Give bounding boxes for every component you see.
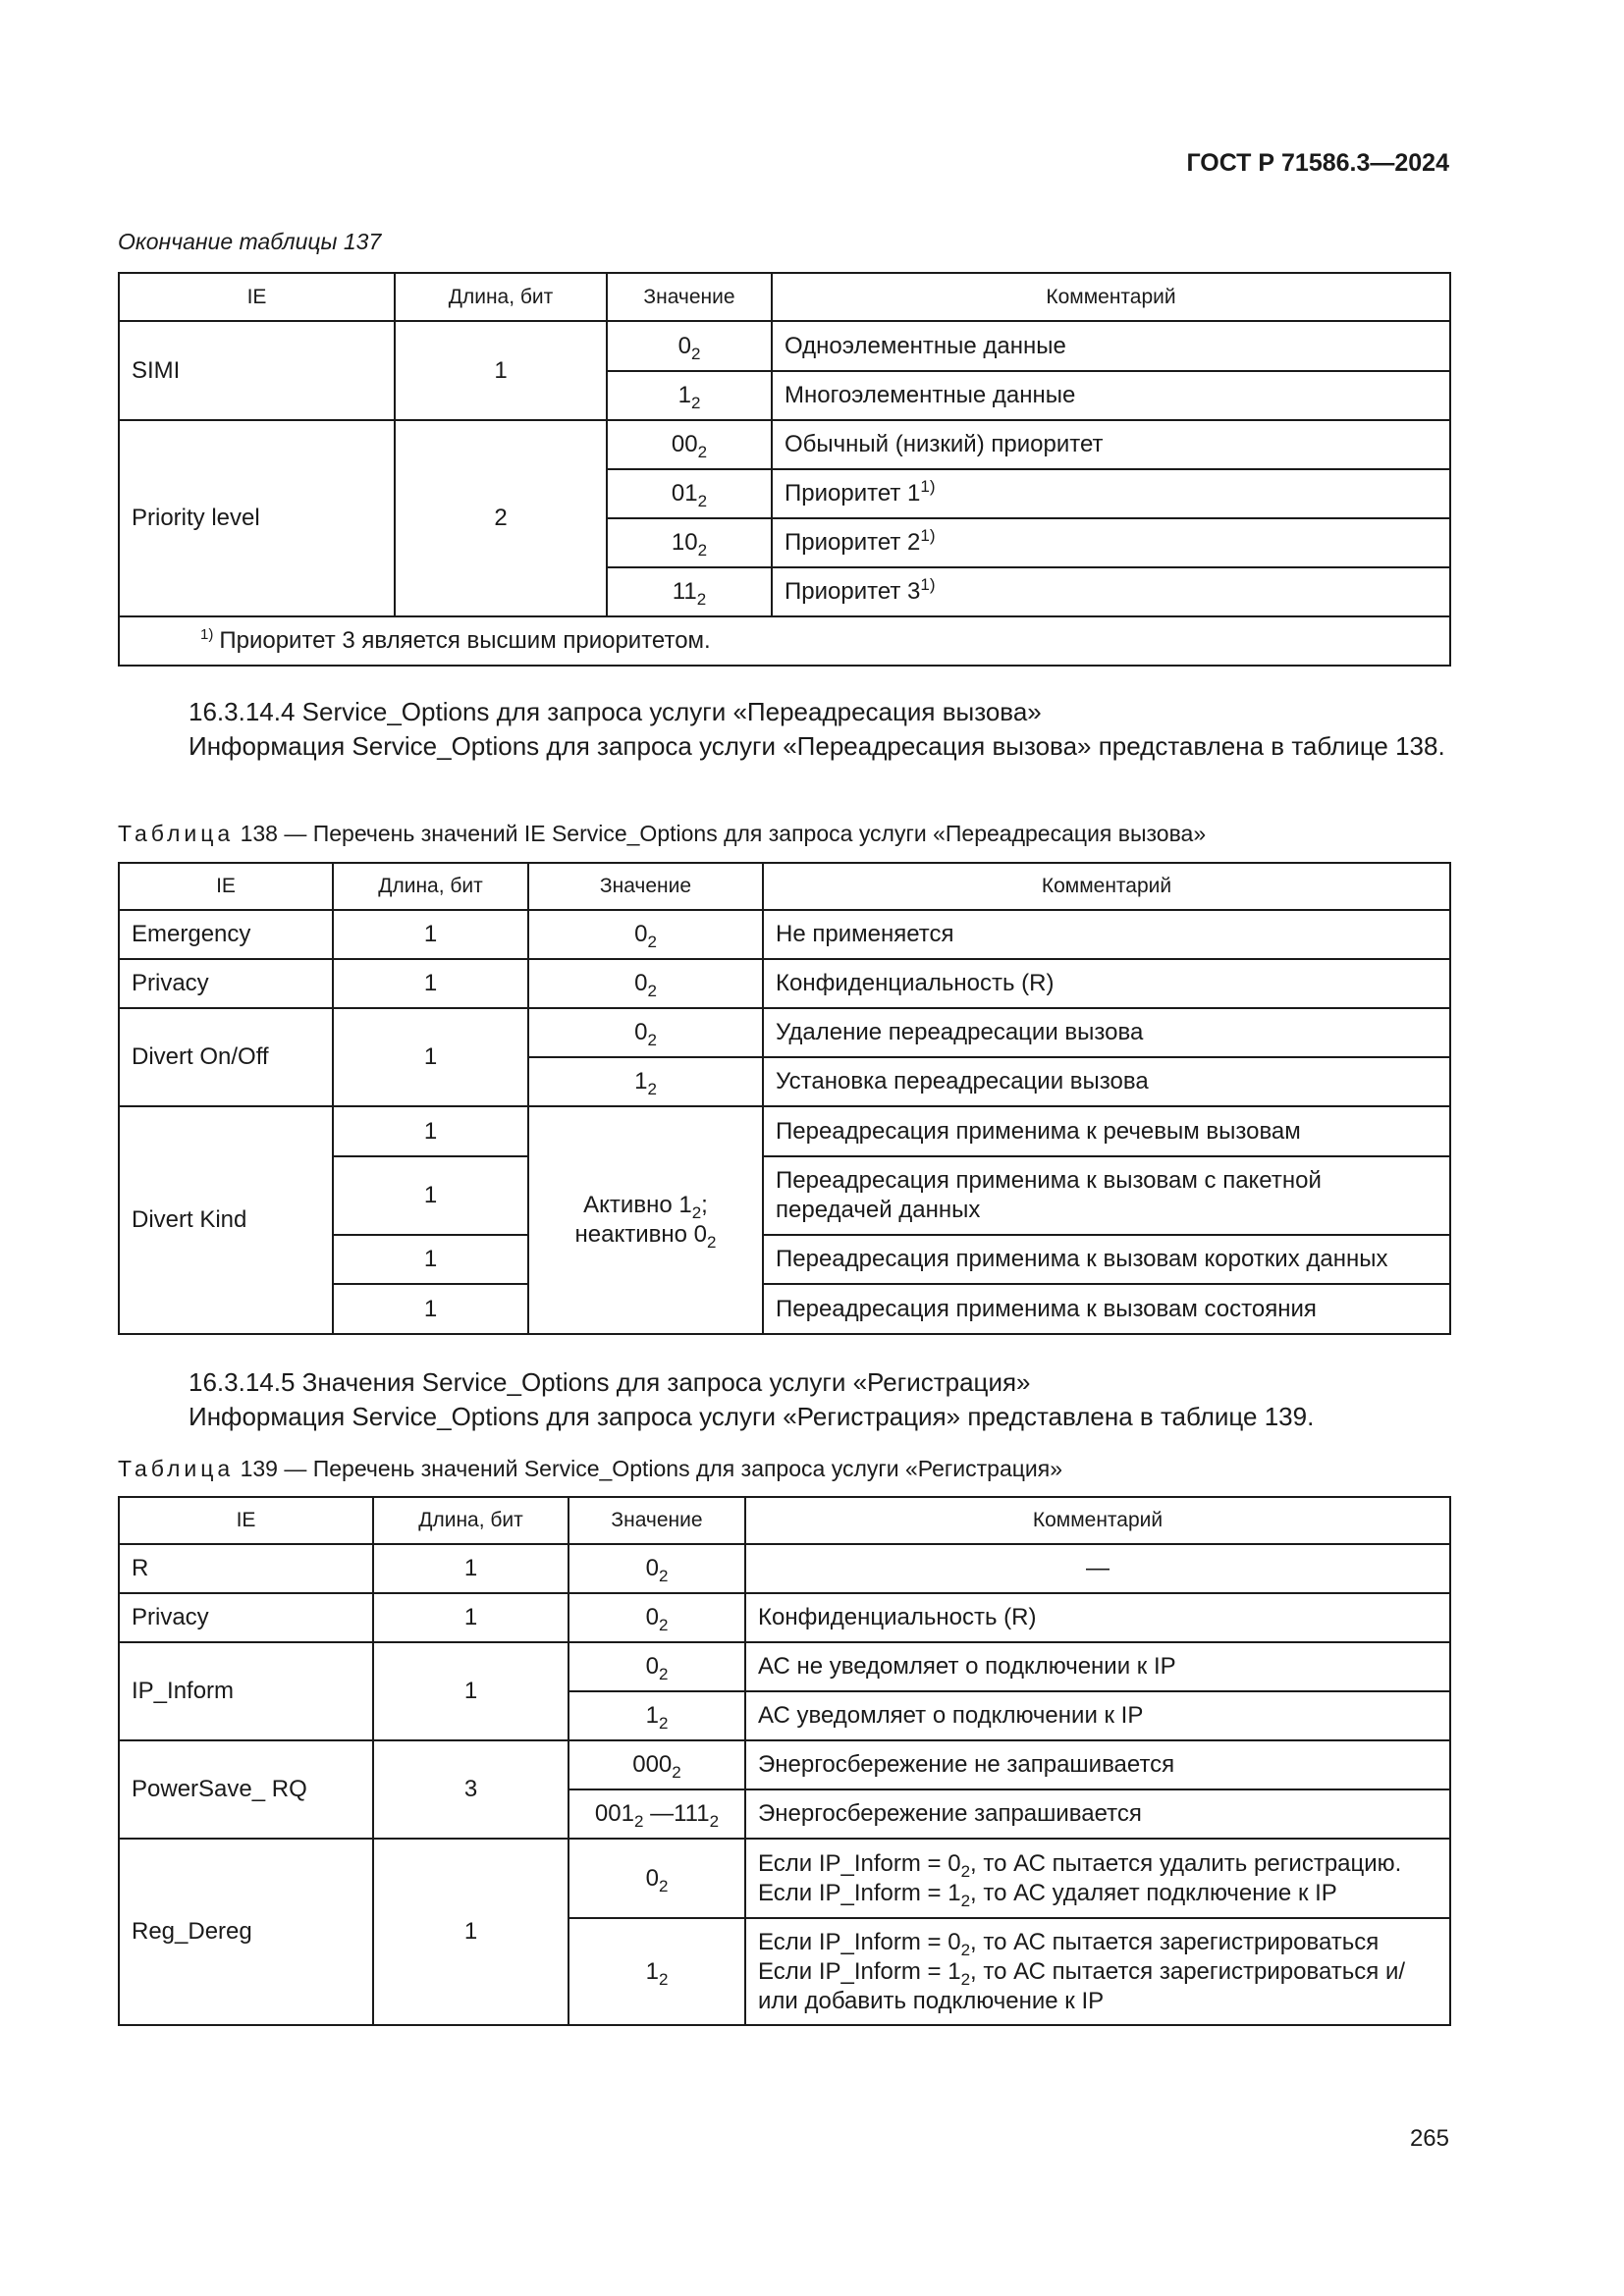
comment-cell: Обычный (низкий) приоритет [772,420,1450,469]
length-cell: 1 [395,321,607,420]
value-cell: $0_2$ [568,1839,745,1918]
table-row [119,1740,1450,1789]
table-footnote: $^{1)}$ Приоритет 3 является высшим приоритетом. [119,616,1450,666]
value-cell: $0_2$ [528,910,763,959]
footnote-ref: 1) [920,575,936,594]
col-header-length: Длина, бит [333,863,528,910]
comment-cell: АС не уведомляет о подключении к IP [745,1642,1450,1691]
length-cell: 3 [373,1740,568,1839]
value-cell: $0_2$ [528,959,763,1008]
ie-cell: Privacy [119,959,333,1008]
table-139-caption: Таблица 139 — Перечень значений Service_Options для запроса услуги «Регистрация» [118,1456,1063,1481]
ie-cell: SIMI [119,321,395,420]
col-header-comment: Комментарий [772,273,1450,321]
section-body: Информация Service_Options для запроса услуги «Регистрация» представлена в таблице 139. [189,1402,1315,1431]
length-cell: 1 [373,1593,568,1642]
ie-cell: Divert On/Off [119,1008,333,1106]
col-header-value: Значение [607,273,772,321]
table-137 [118,272,1451,667]
page-number: 265 [1409,2125,1449,2152]
value-cell: $00_2$ [607,420,772,469]
value-cell: $1_2$ [568,1918,745,2025]
length-cell: 1 [333,959,528,1008]
col-header-ie: IE [119,1497,373,1544]
ie-cell: R [119,1544,373,1593]
table-row [119,1593,1450,1642]
comment-cell: Энергосбережение не запрашивается [745,1740,1450,1789]
table-137-continuation-caption: Окончание таблицы 137 [118,229,382,254]
length-cell: 1 [373,1839,568,2025]
length-cell: 1 [333,1008,528,1106]
ie-cell: Emergency [119,910,333,959]
comment-cell: — [745,1544,1450,1593]
comment-cell: Приоритет 1$^{1)}$ [772,469,1450,518]
comment-cell: Удаление переадресации вызова [763,1008,1450,1057]
footnote-ref: 1) [920,526,936,545]
table-row [119,910,1450,959]
table-row [119,1642,1450,1691]
length-cell: 1 [333,910,528,959]
ie-cell: Privacy [119,1593,373,1642]
value-cell: $11_2$ [607,567,772,616]
col-header-ie: IE [119,863,333,910]
document-id: ГОСТ Р 71586.3—2024 [1186,149,1449,177]
table-row [119,1008,1450,1057]
col-header-value: Значение [568,1497,745,1544]
comment-cell: Конфиденциальность (R) [763,959,1450,1008]
ie-cell: Divert Kind [119,1106,333,1334]
table-row [119,420,1450,469]
col-header-value: Значение [528,863,763,910]
table-139 [118,1496,1451,2026]
value-cell: $01_2$ [607,469,772,518]
section-16-3-14-5 [118,1365,1449,1434]
ie-cell: PowerSave_ RQ [119,1740,373,1839]
table-row [119,1106,1450,1156]
comment-cell: Установка переадресации вызова [763,1057,1450,1106]
value-cell: $1_2$ [607,371,772,420]
col-header-length: Длина, бит [373,1497,568,1544]
comment-cell: Одноэлементные данные [772,321,1450,371]
table-row [119,1839,1450,1918]
comment-cell: Конфиденциальность (R) [745,1593,1450,1642]
comment-cell: Не применяется [763,910,1450,959]
table-138-caption: Таблица 138 — Перечень значений IE Service_Options для запроса услуги «Переадресация вызова» [118,821,1207,846]
table-row [119,321,1450,371]
value-cell: $0_2$ [568,1593,745,1642]
section-heading: 16.3.14.4 Service_Options для запроса услуги «Переадресация вызова» [189,697,1042,726]
comment-cell: АС уведомляет о подключении к IP [745,1691,1450,1740]
value-cell: $1_2$ [568,1691,745,1740]
value-cell: $001_2$ $—111_2$ [568,1789,745,1839]
comment-cell: Переадресация применима к речевым вызовам [763,1106,1450,1156]
section-heading: 16.3.14.5 Значения Service_Options для запроса услуги «Регистрация» [189,1367,1031,1397]
length-cell: 1 [333,1284,528,1334]
comment-cell: Переадресация применима к вызовам коротких данных [763,1235,1450,1284]
section-body: Информация Service_Options для запроса услуги «Переадресация вызова» представлена в таблице 138. [189,731,1445,761]
col-header-comment: Комментарий [745,1497,1450,1544]
length-cell: 2 [395,420,607,616]
value-cell: $0_2$ [528,1008,763,1057]
col-header-length: Длина, бит [395,273,607,321]
length-cell: 1 [373,1642,568,1740]
comment-cell: Если IP_Inform = $0_2$, то АС пытается удалить регистрацию. Если IP_Inform = $1_2$, то АС удаляет подключение к IP [745,1839,1450,1918]
length-cell: 1 [333,1106,528,1156]
comment-cell: Многоэлементные данные [772,371,1450,420]
comment-cell: Приоритет 3$^{1)}$ [772,567,1450,616]
value-cell: $10_2$ [607,518,772,567]
footnote-ref: 1) [920,477,936,496]
length-cell: 1 [373,1544,568,1593]
col-header-comment: Комментарий [763,863,1450,910]
value-cell: $1_2$ [528,1057,763,1106]
comment-cell: Энергосбережение запрашивается [745,1789,1450,1839]
section-16-3-14-4 [118,695,1449,764]
ie-cell: IP_Inform [119,1642,373,1740]
table-138 [118,862,1451,1335]
table-row [119,959,1450,1008]
value-cell: $0_2$ [607,321,772,371]
length-cell: 1 [333,1235,528,1284]
col-header-ie: IE [119,273,395,321]
value-cell: $0_2$ [568,1642,745,1691]
value-cell: Активно $1_2$; неактивно $0_2$ [528,1106,763,1334]
table-row [119,1544,1450,1593]
comment-cell: Переадресация применима к вызовам с пакетной передачей данных [763,1156,1450,1235]
length-cell: 1 [333,1156,528,1235]
comment-cell: Переадресация применима к вызовам состояния [763,1284,1450,1334]
comment-cell: Если IP_Inform = $0_2$, то АС пытается зарегистрироваться Если IP_Inform = $1_2$, то АС пытается зарегистрироваться и/или добавить подключение к IP [745,1918,1450,2025]
comment-cell: Приоритет 2$^{1)}$ [772,518,1450,567]
ie-cell: Reg_Dereg [119,1839,373,2025]
ie-cell: Priority level [119,420,395,616]
value-cell: $0_2$ [568,1544,745,1593]
value-cell: $000_2$ [568,1740,745,1789]
